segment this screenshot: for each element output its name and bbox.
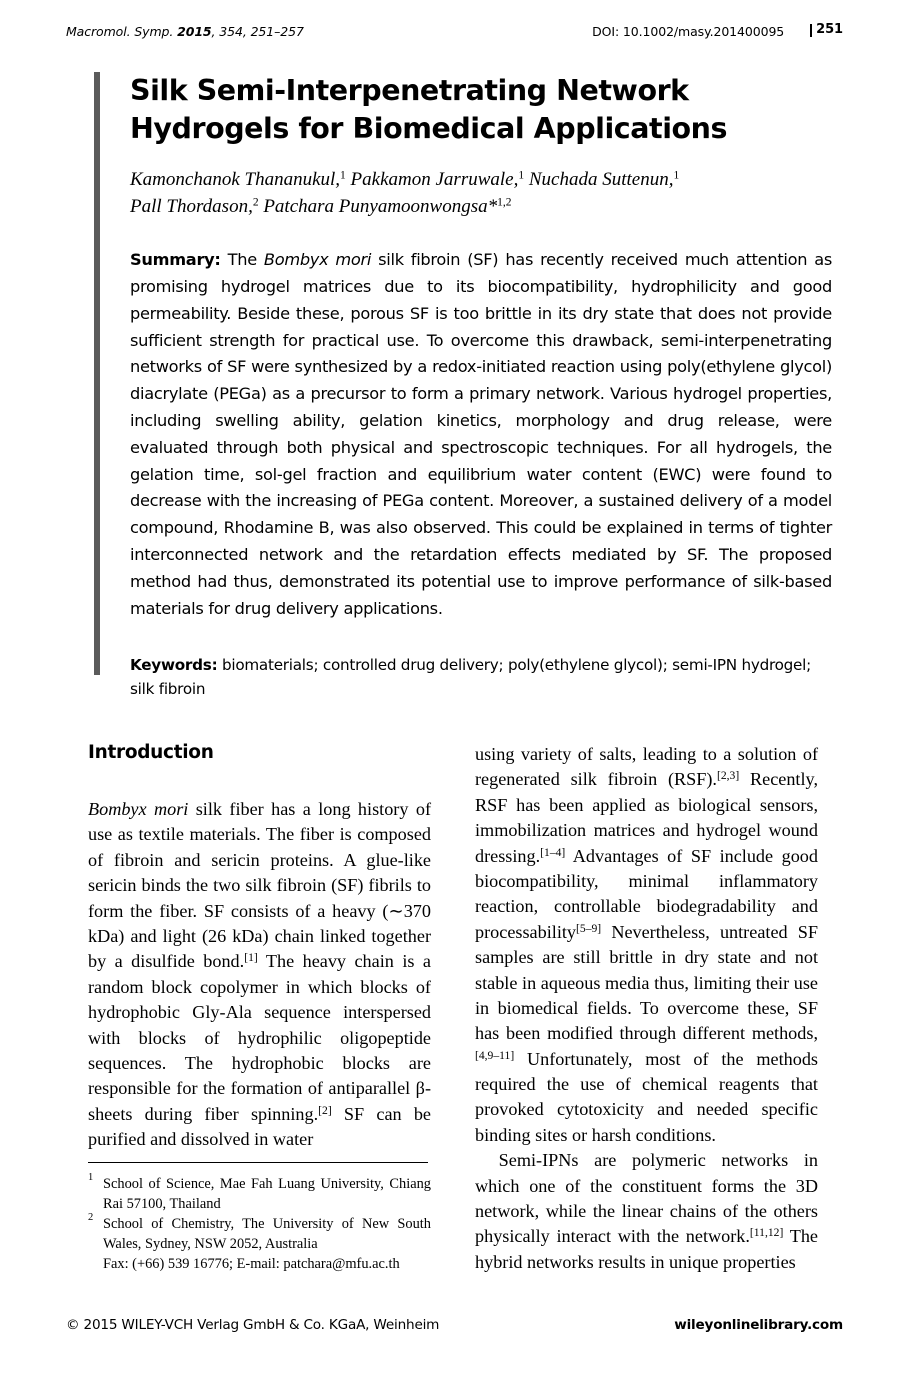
- paragraph-text: Recently, RSF has been applied as biological sensors, immobilization matrices and hydrogel wound dressing.: [475, 769, 818, 866]
- footnote-affiliation-text: School of Chemistry, The University of New South Wales, Sydney, NSW 2052, Australia: [103, 1216, 431, 1252]
- author-name-4: Pall Thordason,: [130, 196, 253, 218]
- author-affil-mark-3: 1: [673, 169, 680, 182]
- citation-ref[interactable]: [2,3]: [716, 769, 740, 783]
- paragraph-text: The hybrid networks results in unique properties: [475, 1226, 818, 1272]
- author-affil-mark-5: 1,2: [497, 196, 512, 209]
- author-name-2: Pakkamon Jarruwale,: [345, 169, 519, 191]
- journal-citation-year: 2015: [177, 24, 212, 39]
- folio-rule-icon: [810, 24, 812, 37]
- page-footer: [66, 1317, 843, 1333]
- paragraph-text: Advantages of SF include good biocompatibility, minimal inflammatory reaction, controllable biodegradability and processability: [475, 845, 818, 942]
- accent-sidebar-rule: [94, 72, 100, 675]
- keywords-line: [130, 653, 832, 702]
- author-affil-mark-1: 1: [340, 169, 346, 182]
- summary-label: Summary:: [130, 250, 221, 270]
- author-name-1: Kamonchanok Thananukul,: [130, 169, 341, 191]
- paragraph-intro-1-cont: [475, 742, 818, 1148]
- footnote-affiliation-text: School of Science, Mae Fah Luang University, Chiang Rai 57100, Thailand: [103, 1176, 431, 1212]
- journal-citation-suffix: , 354, 251–257: [211, 24, 304, 39]
- citation-ref[interactable]: [11,12]: [749, 1226, 784, 1240]
- journal-citation-prefix: Macromol. Symp.: [66, 24, 178, 39]
- page-number: 251: [816, 22, 843, 37]
- footnote-divider: [88, 1162, 428, 1163]
- footnote-marker: 1: [88, 1172, 94, 1183]
- author-line-1: [130, 169, 679, 190]
- doi-text[interactable]: DOI: 10.1002/masy.201400095: [592, 24, 785, 39]
- summary-body: silk fibroin (SF) has recently received much attention as promising hydrogel matrices due to its biocompatibility, hydrophilicity and good permeability. Beside these, porous SF is too brittle in its dry state that does not provide sufficient strength for practical use. To overcome this drawback, semi-interpenetrating networks of SF were synthesized by a redox-initiated reaction using poly(ethylene glycol) diacrylate (PEGa) as a precursor to form a primary network. Various hydrogel properties, including swelling ability, gelation kinetics, morphology and drug release, were evaluated through both physical and spectroscopic techniques. For all hydrogels, the gelation time, sol-gel fraction and equilibrium water content (EWC) were found to decrease with the increasing of PEGa content. Moreover, a sustained delivery of a model compound, Rhodamine B, was also observed. This could be explained in terms of tighter interconnected network and the retardation effects mediated by SF. The proposed method had thus, demonstrated its potential use to improve performance of silk-based materials for drug delivery applications.: [130, 250, 833, 618]
- species-name-italic: Bombyx mori: [88, 799, 189, 819]
- citation-ref[interactable]: [1]: [244, 951, 258, 965]
- section-heading-introduction: Introduction: [88, 742, 214, 763]
- author-affil-mark-2: 1: [518, 169, 525, 182]
- paragraph-text: Semi-IPNs are polymeric networks in which one of the constituent forms the 3D network, while the linear chains of the others physically interact with the network.: [475, 1150, 818, 1247]
- citation-ref[interactable]: [5–9]: [576, 921, 602, 935]
- copyright-text: © 2015 WILEY-VCH Verlag GmbH & Co. KGaA, Weinheim: [66, 1317, 440, 1333]
- author-line-2: [130, 196, 512, 217]
- author-name-5: Patchara Punyamoonwongsa*: [258, 196, 498, 218]
- publisher-website-link[interactable]: wileyonlinelibrary.com: [674, 1317, 843, 1333]
- footnote-item: [88, 1172, 431, 1214]
- author-affil-mark-4: 2: [252, 196, 259, 209]
- paragraph-intro-1: [88, 797, 431, 1152]
- citation-ref[interactable]: [2]: [318, 1103, 332, 1117]
- running-head-right: [592, 22, 843, 39]
- column-right: [475, 742, 818, 1275]
- footnote-contact-line[interactable]: Fax: (+66) 539 16776; E-mail: patchara@mfu.ac.th: [103, 1256, 400, 1273]
- citation-ref[interactable]: [4,9–11]: [475, 1048, 515, 1062]
- footnote-item: [88, 1212, 431, 1254]
- paragraph-text: Unfortunately, most of the methods required the use of chemical reagents that provoked cytotoxicity and needed specific binding sites or harsh conditions.: [475, 1048, 818, 1145]
- author-list: [130, 167, 830, 221]
- paragraph-text: SF can be purified and dissolved in water: [88, 1103, 432, 1150]
- paragraph-text: Nevertheless, untreated SF samples are still brittle in dry state and not stable in aqueous media thus, limiting their use in biomedical fields. To overcome these, SF has been modified through different methods,: [475, 921, 818, 1044]
- summary-paragraph: [130, 247, 832, 622]
- citation-ref[interactable]: [1–4]: [540, 845, 566, 859]
- summary-lead: The: [220, 250, 264, 270]
- paragraph-intro-2: [475, 1148, 818, 1275]
- keywords-text: biomaterials; controlled drug delivery; poly(ethylene glycol); semi-IPN hydrogel; silk fibroin: [130, 655, 811, 699]
- title-block: [94, 72, 834, 702]
- journal-citation: [66, 24, 304, 39]
- paragraph-text: using variety of salts, leading to a solution of regenerated silk fibroin (RSF).: [475, 744, 818, 790]
- folio-group: [810, 22, 843, 37]
- running-head: [66, 22, 843, 44]
- footnote-marker: 2: [88, 1212, 94, 1224]
- paragraph-text: silk fiber has a long history of use as textile materials. The fiber is composed of fibroin and sericin proteins. A glue-like sericin binds the two silk fibroin (SF) fibrils to form the fiber. SF consists of a heavy (∼370 kDa) and light (26 kDa) chain linked together by a disulfide bond.: [88, 799, 431, 972]
- summary-species-name: Bombyx mori: [263, 250, 372, 270]
- footnote-block: [88, 1162, 431, 1275]
- author-name-3: Nuchada Suttenun,: [524, 169, 674, 191]
- paragraph-text: The heavy chain is a random block copolymer in which blocks of hydrophobic Gly-Ala sequence interspersed with blocks of hydrophilic oligopeptide sequences. The hydrophobic blocks are responsible for the formation of antiparallel β-sheets during fiber spinning.: [88, 951, 431, 1124]
- page-title: Silk Semi-Interpenetrating Network Hydrogels for Biomedical Applications: [130, 74, 727, 145]
- keywords-label: Keywords:: [130, 655, 218, 674]
- column-left: [88, 742, 431, 1152]
